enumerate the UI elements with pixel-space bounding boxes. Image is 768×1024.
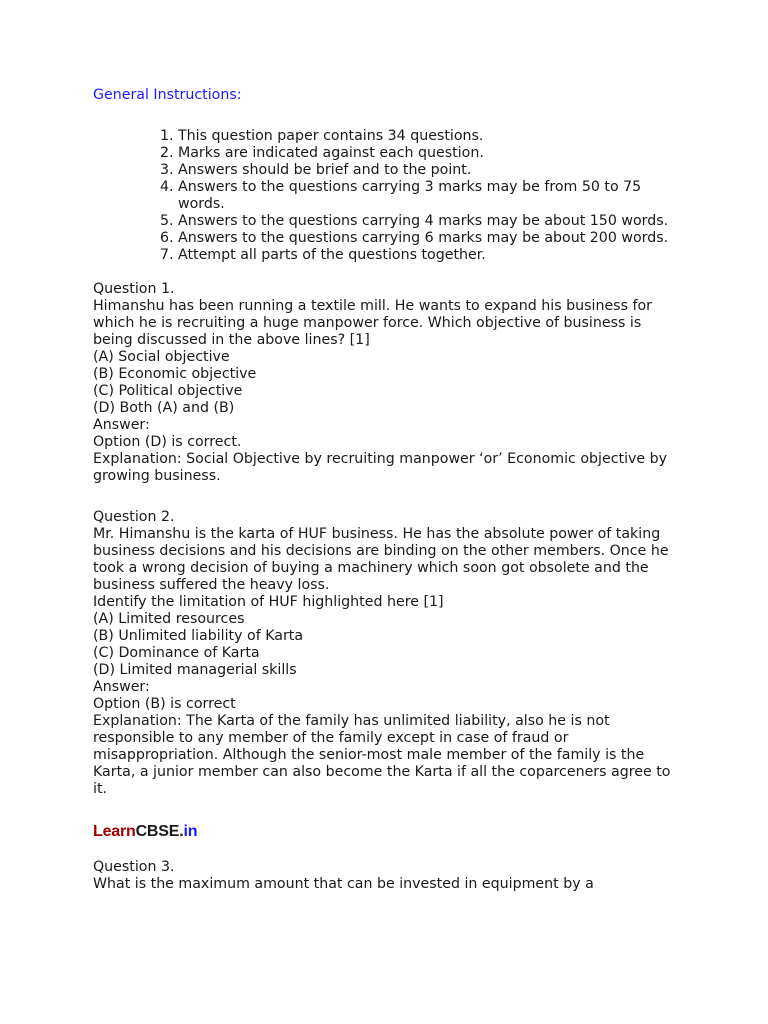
answer-text: Option (B) is correct <box>93 696 236 712</box>
general-instructions-heading: General Instructions: <box>93 87 242 103</box>
instruction-item: 5. Answers to the questions carrying 4 marks may be about 150 words. <box>178 213 683 230</box>
instruction-item: 6. Answers to the questions carrying 6 marks may be about 200 words. <box>178 230 683 247</box>
instruction-item: 3. Answers should be brief and to the point. <box>178 162 683 179</box>
explanation-text: Explanation: Social Objective by recruiting manpower ‘or’ Economic objective by growing business. <box>93 451 668 484</box>
option-c: (C) Dominance of Karta <box>93 645 260 661</box>
question-prompt: Identify the limitation of HUF highlighted here [1] <box>93 594 444 610</box>
question-1 <box>93 281 683 485</box>
learncbse-logo[interactable] <box>93 822 683 842</box>
logo-learn: Learn <box>93 823 136 840</box>
question-3 <box>93 859 683 893</box>
question-title: Question 3. <box>93 859 175 875</box>
logo-cbse: CBSE <box>135 823 180 840</box>
logo-in: in <box>183 823 198 840</box>
question-text: Himanshu has been running a textile mill. He wants to expand his business for which he is recruiting a huge manpower force. Which objective of business is being discussed in the above lines? [1] <box>93 298 652 348</box>
answer-label: Answer: <box>93 417 150 433</box>
option-b: (B) Unlimited liability of Karta <box>93 628 304 644</box>
explanation-text: Explanation: The Karta of the family has unlimited liability, also he is not responsible to any member of the family except in case of fraud or misappropriation. Although the senior-most male member of the family is the Karta, a junior member can also become the Karta if all the coparceners agree to it. <box>93 713 671 797</box>
question-2 <box>93 509 683 798</box>
option-a: (A) Limited resources <box>93 611 245 627</box>
option-a: (A) Social objective <box>93 349 230 365</box>
option-d: (D) Limited managerial skills <box>93 662 297 678</box>
question-text: What is the maximum amount that can be invested in equipment by a <box>93 876 594 892</box>
question-title: Question 2. <box>93 509 175 525</box>
option-d: (D) Both (A) and (B) <box>93 400 235 416</box>
document-page <box>93 87 683 893</box>
instructions-list <box>93 128 683 264</box>
answer-label: Answer: <box>93 679 150 695</box>
answer-text: Option (D) is correct. <box>93 434 242 450</box>
instruction-item: 7. Attempt all parts of the questions together. <box>178 247 683 264</box>
option-c: (C) Political objective <box>93 383 243 399</box>
instruction-item: 1. This question paper contains 34 questions. <box>178 128 683 145</box>
option-b: (B) Economic objective <box>93 366 257 382</box>
instruction-item: 2. Marks are indicated against each question. <box>178 145 683 162</box>
question-text: Mr. Himanshu is the karta of HUF business. He has the absolute power of taking business decisions and his decisions are binding on the other members. Once he took a wrong decision of buying a machinery which soon got obsolete and the business suffered the heavy loss. <box>93 526 669 593</box>
instruction-item: 4. Answers to the questions carrying 3 marks may be from 50 to 75 words. <box>178 179 683 213</box>
logo-dot: . <box>179 823 184 840</box>
question-title: Question 1. <box>93 281 175 297</box>
